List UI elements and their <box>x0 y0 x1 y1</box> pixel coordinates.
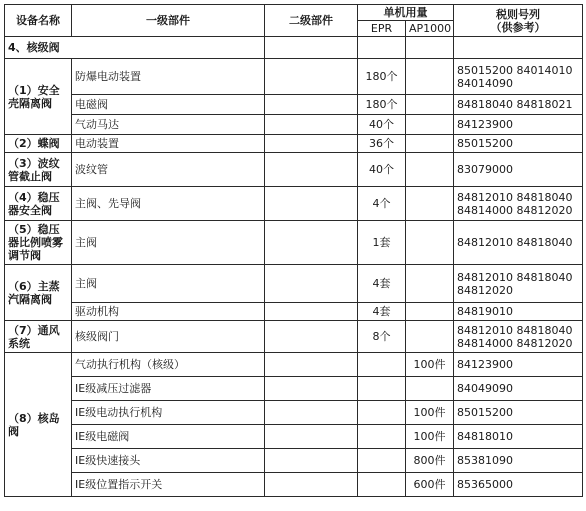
table-row <box>5 95 583 115</box>
equipment-name-cell: （6）主蒸汽隔离阀 <box>5 265 72 321</box>
level2-part-cell <box>265 401 358 425</box>
ap1000-qty-cell: 800件 <box>406 449 454 473</box>
ap1000-qty-cell <box>406 59 454 95</box>
table-row <box>5 449 583 473</box>
header-unit-usage: 单机用量 <box>358 5 454 21</box>
level1-part-cell: IE级电磁阀 <box>72 425 265 449</box>
section-row <box>5 37 583 59</box>
epr-qty-cell: 4套 <box>358 303 406 321</box>
ap1000-qty-cell <box>406 115 454 135</box>
epr-qty-cell: 4套 <box>358 265 406 303</box>
level2-part-cell <box>265 115 358 135</box>
table-row <box>5 153 583 187</box>
table-row <box>5 265 583 303</box>
tariff-code-cell: 84812010 84818040 <box>454 221 583 265</box>
epr-qty-cell: 40个 <box>358 153 406 187</box>
header-ap1000: AP1000 <box>406 21 454 37</box>
ap1000-qty-cell <box>406 95 454 115</box>
epr-qty-cell <box>358 425 406 449</box>
tariff-code-cell: 85015200 <box>454 401 583 425</box>
level2-part-cell <box>265 95 358 115</box>
tariff-code-cell: 83079000 <box>454 153 583 187</box>
epr-qty-cell: 36个 <box>358 135 406 153</box>
epr-qty-cell: 8个 <box>358 321 406 353</box>
level2-part-cell <box>265 59 358 95</box>
level1-part-cell: 气动马达 <box>72 115 265 135</box>
table-row <box>5 401 583 425</box>
table-row <box>5 377 583 401</box>
tariff-code-cell: 84812010 84818040 84812020 <box>454 265 583 303</box>
level2-part-cell <box>265 187 358 221</box>
equipment-name-cell: （8）核岛阀 <box>5 353 72 497</box>
level1-part-cell: IE级位置指示开关 <box>72 473 265 497</box>
table-body <box>5 5 583 497</box>
equipment-name-cell: （2）蝶阀 <box>5 135 72 153</box>
level1-part-cell: 波纹管 <box>72 153 265 187</box>
level1-part-cell: IE级减压过滤器 <box>72 377 265 401</box>
table-row <box>5 115 583 135</box>
level2-part-cell <box>265 425 358 449</box>
epr-qty-cell <box>358 401 406 425</box>
table-row <box>5 221 583 265</box>
tariff-code-cell: 84049090 <box>454 377 583 401</box>
epr-qty-cell <box>358 377 406 401</box>
tariff-code-cell: 84819010 <box>454 303 583 321</box>
equipment-name-cell: （4）稳压器安全阀 <box>5 187 72 221</box>
level1-part-cell: IE级电动执行机构 <box>72 401 265 425</box>
ap1000-qty-cell <box>406 221 454 265</box>
level1-part-cell: 主阀 <box>72 221 265 265</box>
tariff-code-cell: 84123900 <box>454 353 583 377</box>
tariff-code-cell: 84812010 84818040 84814000 84812020 <box>454 321 583 353</box>
tariff-code-cell: 85381090 <box>454 449 583 473</box>
tariff-code-cell: 84818010 <box>454 425 583 449</box>
tariff-code-cell: 84123900 <box>454 115 583 135</box>
section-title: 4、核级阀 <box>5 37 265 59</box>
table-row <box>5 425 583 449</box>
level1-part-cell: 核级阀门 <box>72 321 265 353</box>
empty-cell <box>454 37 583 59</box>
ap1000-qty-cell <box>406 321 454 353</box>
epr-qty-cell: 40个 <box>358 115 406 135</box>
empty-cell <box>406 37 454 59</box>
header-level1-part: 一级部件 <box>72 5 265 37</box>
table-row <box>5 59 583 95</box>
level1-part-cell: 主阀 <box>72 265 265 303</box>
ap1000-qty-cell: 100件 <box>406 425 454 449</box>
ap1000-qty-cell <box>406 187 454 221</box>
tariff-code-cell: 84818040 84818021 <box>454 95 583 115</box>
valve-parts-table <box>4 4 583 497</box>
table-row <box>5 135 583 153</box>
tariff-code-cell: 84812010 84818040 84814000 84812020 <box>454 187 583 221</box>
epr-qty-cell <box>358 353 406 377</box>
ap1000-qty-cell <box>406 153 454 187</box>
level1-part-cell: 主阀、先导阀 <box>72 187 265 221</box>
level2-part-cell <box>265 353 358 377</box>
level1-part-cell: 电动装置 <box>72 135 265 153</box>
level2-part-cell <box>265 153 358 187</box>
table-row <box>5 321 583 353</box>
table-row <box>5 187 583 221</box>
table-row <box>5 303 583 321</box>
level2-part-cell <box>265 303 358 321</box>
ap1000-qty-cell: 100件 <box>406 401 454 425</box>
level1-part-cell: 驱动机构 <box>72 303 265 321</box>
level1-part-cell: 气动执行机构（核级） <box>72 353 265 377</box>
header-equipment-name: 设备名称 <box>5 5 72 37</box>
epr-qty-cell: 4个 <box>358 187 406 221</box>
ap1000-qty-cell <box>406 303 454 321</box>
empty-cell <box>358 37 406 59</box>
equipment-name-cell: （3）波纹管截止阀 <box>5 153 72 187</box>
level2-part-cell <box>265 449 358 473</box>
epr-qty-cell: 180个 <box>358 95 406 115</box>
empty-cell <box>265 37 358 59</box>
table-row <box>5 353 583 377</box>
equipment-name-cell: （5）稳压器比例喷雾调节阀 <box>5 221 72 265</box>
level1-part-cell: 防爆电动装置 <box>72 59 265 95</box>
ap1000-qty-cell <box>406 135 454 153</box>
level1-part-cell: IE级快速接头 <box>72 449 265 473</box>
header-row-top <box>5 5 583 21</box>
header-level2-part: 二级部件 <box>265 5 358 37</box>
equipment-name-cell: （1）安全壳隔离阀 <box>5 59 72 135</box>
header-tariff-code: 税则号列 （供参考） <box>454 5 583 37</box>
level2-part-cell <box>265 321 358 353</box>
ap1000-qty-cell <box>406 265 454 303</box>
tariff-code-cell: 85015200 84014010 84014090 <box>454 59 583 95</box>
tariff-code-cell: 85365000 <box>454 473 583 497</box>
epr-qty-cell <box>358 449 406 473</box>
header-epr: EPR <box>358 21 406 37</box>
level2-part-cell <box>265 135 358 153</box>
ap1000-qty-cell <box>406 377 454 401</box>
level2-part-cell <box>265 377 358 401</box>
table-row <box>5 473 583 497</box>
ap1000-qty-cell: 100件 <box>406 353 454 377</box>
ap1000-qty-cell: 600件 <box>406 473 454 497</box>
level2-part-cell <box>265 221 358 265</box>
level1-part-cell: 电磁阀 <box>72 95 265 115</box>
level2-part-cell <box>265 473 358 497</box>
equipment-name-cell: （7）通风系统 <box>5 321 72 353</box>
tariff-code-cell: 85015200 <box>454 135 583 153</box>
epr-qty-cell: 180个 <box>358 59 406 95</box>
level2-part-cell <box>265 265 358 303</box>
epr-qty-cell: 1套 <box>358 221 406 265</box>
epr-qty-cell <box>358 473 406 497</box>
